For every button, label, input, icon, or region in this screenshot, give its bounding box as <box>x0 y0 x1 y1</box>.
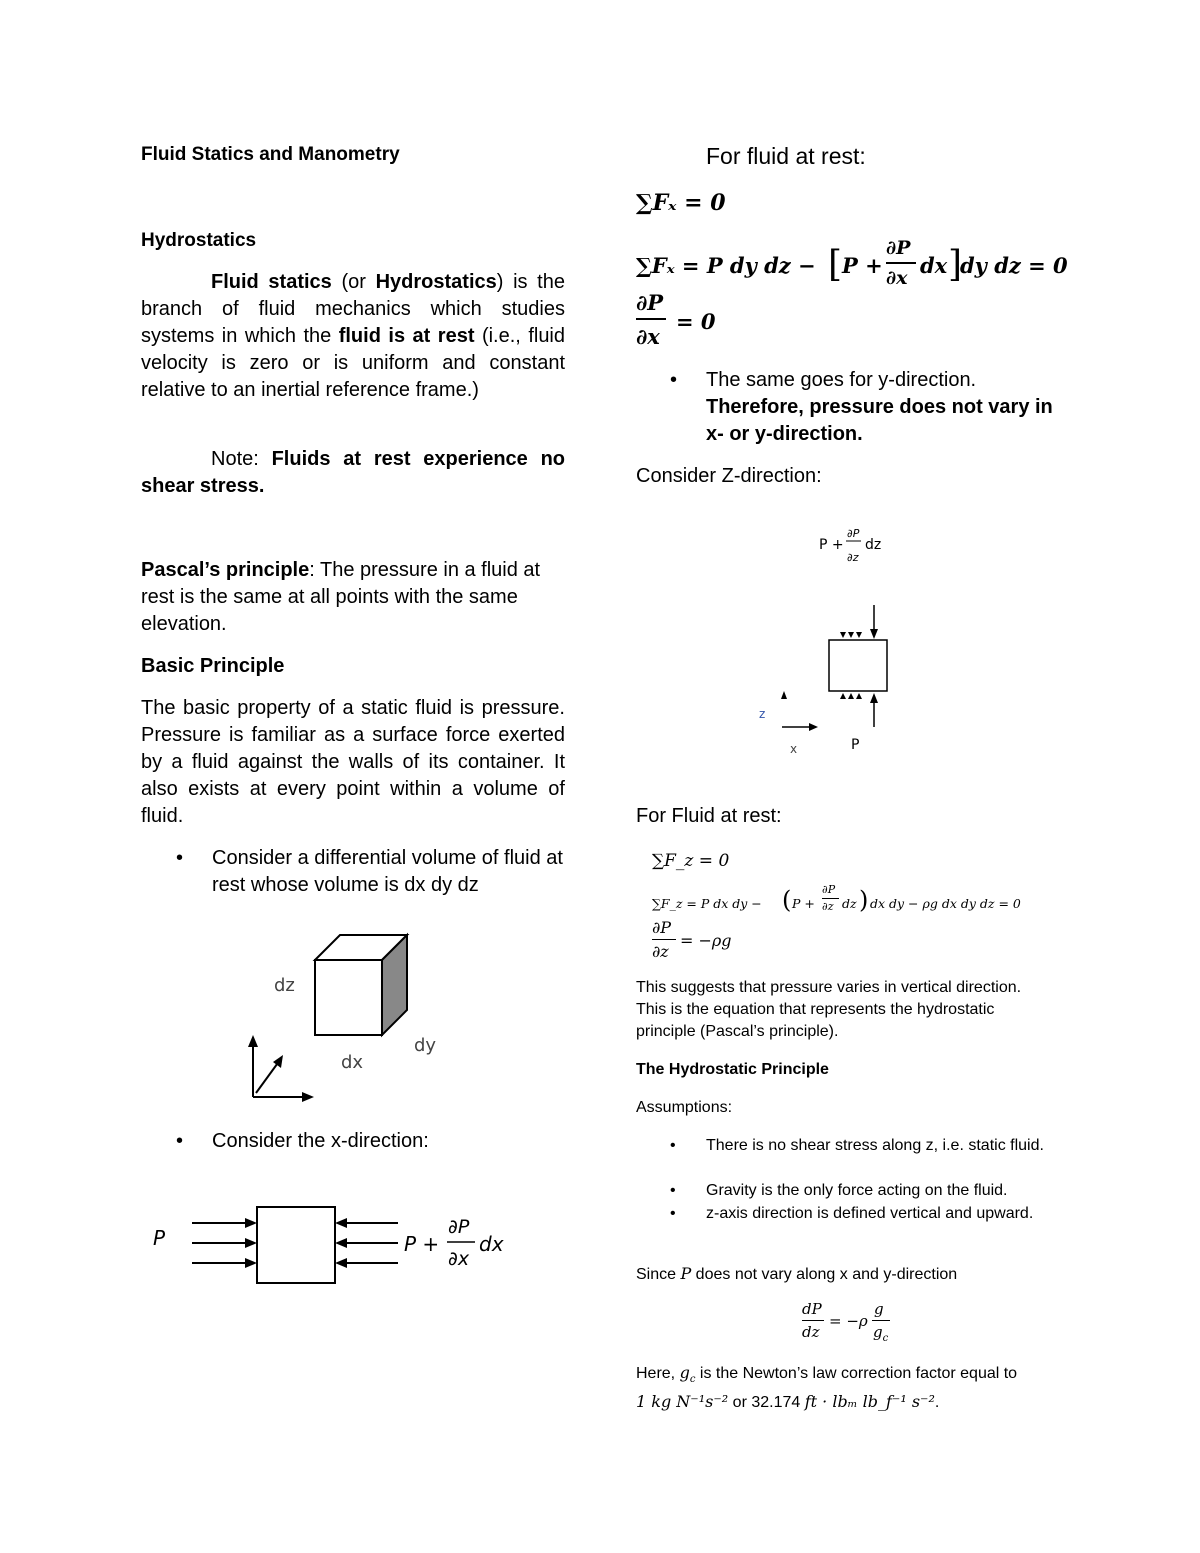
axis-arrow-up <box>248 1035 258 1047</box>
x-direction-diagram <box>150 1195 530 1295</box>
axis-arrow-right <box>302 1092 314 1102</box>
equation-sum-fx-zero: ∑Fₓ = 0 <box>636 190 726 216</box>
assumptions-label: Assumptions: <box>636 1099 733 1116</box>
z-axis-arrow <box>781 691 787 699</box>
equation-sum-fz-zero: ∑F_z = 0 <box>652 851 730 871</box>
x-label-dx: dx <box>479 1232 504 1256</box>
bullet-differential-volume: • Consider a differential volume of fluid at rest whose volume is dx dy dz <box>212 845 572 899</box>
z-label-p-plus: P + <box>819 537 844 553</box>
assumption-item: • There is no shear stress along z, i.e. static fluid. <box>706 1135 1056 1157</box>
cube-diagram <box>240 925 440 1110</box>
equation-sum-fx-expanded: ∑Fₓ = P dy dz − [ P + ∂P ∂x dx ] dy dz = 0 <box>636 237 1068 289</box>
x-label-p: P <box>153 1226 166 1250</box>
cube-label-dx: dx <box>341 1052 364 1073</box>
bullet-y-direction: • The same goes for y-direction. Therefore, pressure does not vary in x- or y-direction. <box>706 367 1066 448</box>
hydrostatic-principle-heading: The Hydrostatic Principle <box>636 1061 829 1078</box>
z-label-den: ∂z <box>847 551 859 564</box>
hydrostatics-heading: Hydrostatics <box>141 230 257 251</box>
equation-sum-fz-expanded: ∑F_z = P dx dy − ( P + ∂P ∂z dz ) dx dy − ρg dx dy dz = 0 <box>652 883 1021 914</box>
x-label-den: ∂x <box>448 1248 470 1270</box>
bullet-x-direction: • Consider the x-direction: <box>212 1128 572 1155</box>
for-fluid-at-rest-heading: For fluid at rest: <box>706 143 866 169</box>
x-axis-arrow <box>809 723 818 731</box>
z-label-p: P <box>851 737 860 753</box>
cube-label-dz: dz <box>274 975 295 996</box>
x-axis-label: x <box>790 742 798 756</box>
z-fluid-element <box>829 640 887 691</box>
since-p-line: Since P does not vary along x and y-direction <box>636 1264 958 1283</box>
left-arrows <box>192 1223 250 1263</box>
note-paragraph: Note: Fluids at rest experience no shear stress. <box>141 448 566 497</box>
equation-dp-dx-zero: ∂P ∂x = 0 <box>636 290 716 349</box>
equation-dp-dz-gc: dP dz = −ρ g $g_c$ <box>802 1300 889 1344</box>
assumption-item: • z-axis direction is defined vertical and upward. <box>706 1203 1056 1225</box>
hydrostatics-paragraph: Fluid statics (or Hydrostatics) is the branch of fluid mechanics which studies systems in which the fluid is at rest (i.e., fluid velocity is zero or is uniform and constant relative to an inertial reference frame.) <box>141 271 566 401</box>
cube-front-face <box>315 960 382 1035</box>
for-fluid-at-rest-heading-2: For Fluid at rest: <box>636 805 782 827</box>
z-label-num: ∂P <box>847 527 860 540</box>
pascal-paragraph: Pascal’s principle: The pressure in a fluid at rest is the same at all points with the same elevation. <box>141 559 541 635</box>
z-direction-diagram <box>755 525 905 765</box>
z-axis-label: z <box>759 707 766 721</box>
x-fluid-element <box>257 1207 335 1283</box>
z-label-dz: dz <box>865 537 882 553</box>
page-title: Fluid Statics and Manometry <box>141 144 400 165</box>
x-label-p-plus: P + <box>404 1232 440 1256</box>
basic-principle-heading: Basic Principle <box>141 655 285 677</box>
cube-label-dy: dy <box>414 1035 437 1056</box>
x-label-num: ∂P <box>448 1216 470 1238</box>
pressure-varies-paragraph: This suggests that pressure varies in vertical direction. This is the equation that represents the hydrostatic principle (Pascal’s principle). <box>636 979 1022 1040</box>
right-arrows <box>342 1223 398 1263</box>
assumption-item: • Gravity is the only force acting on the fluid. <box>706 1180 1056 1202</box>
basic-principle-paragraph: The basic property of a static fluid is pressure. Pressure is familiar as a surface force exerted by a fluid against the walls of its container. It also exists at every point within a volume of fluid. <box>141 697 565 827</box>
equation-dp-dz: ∂P ∂z = −ρg <box>652 918 732 961</box>
newton-correction-paragraph: Here, $g_c$ is the Newton’s law correction factor equal to 1 kg N⁻¹s⁻² or 32.174 ft · lbₘ lb_f⁻¹ s⁻². <box>636 1363 1018 1412</box>
consider-z-direction: Consider Z-direction: <box>636 465 822 487</box>
